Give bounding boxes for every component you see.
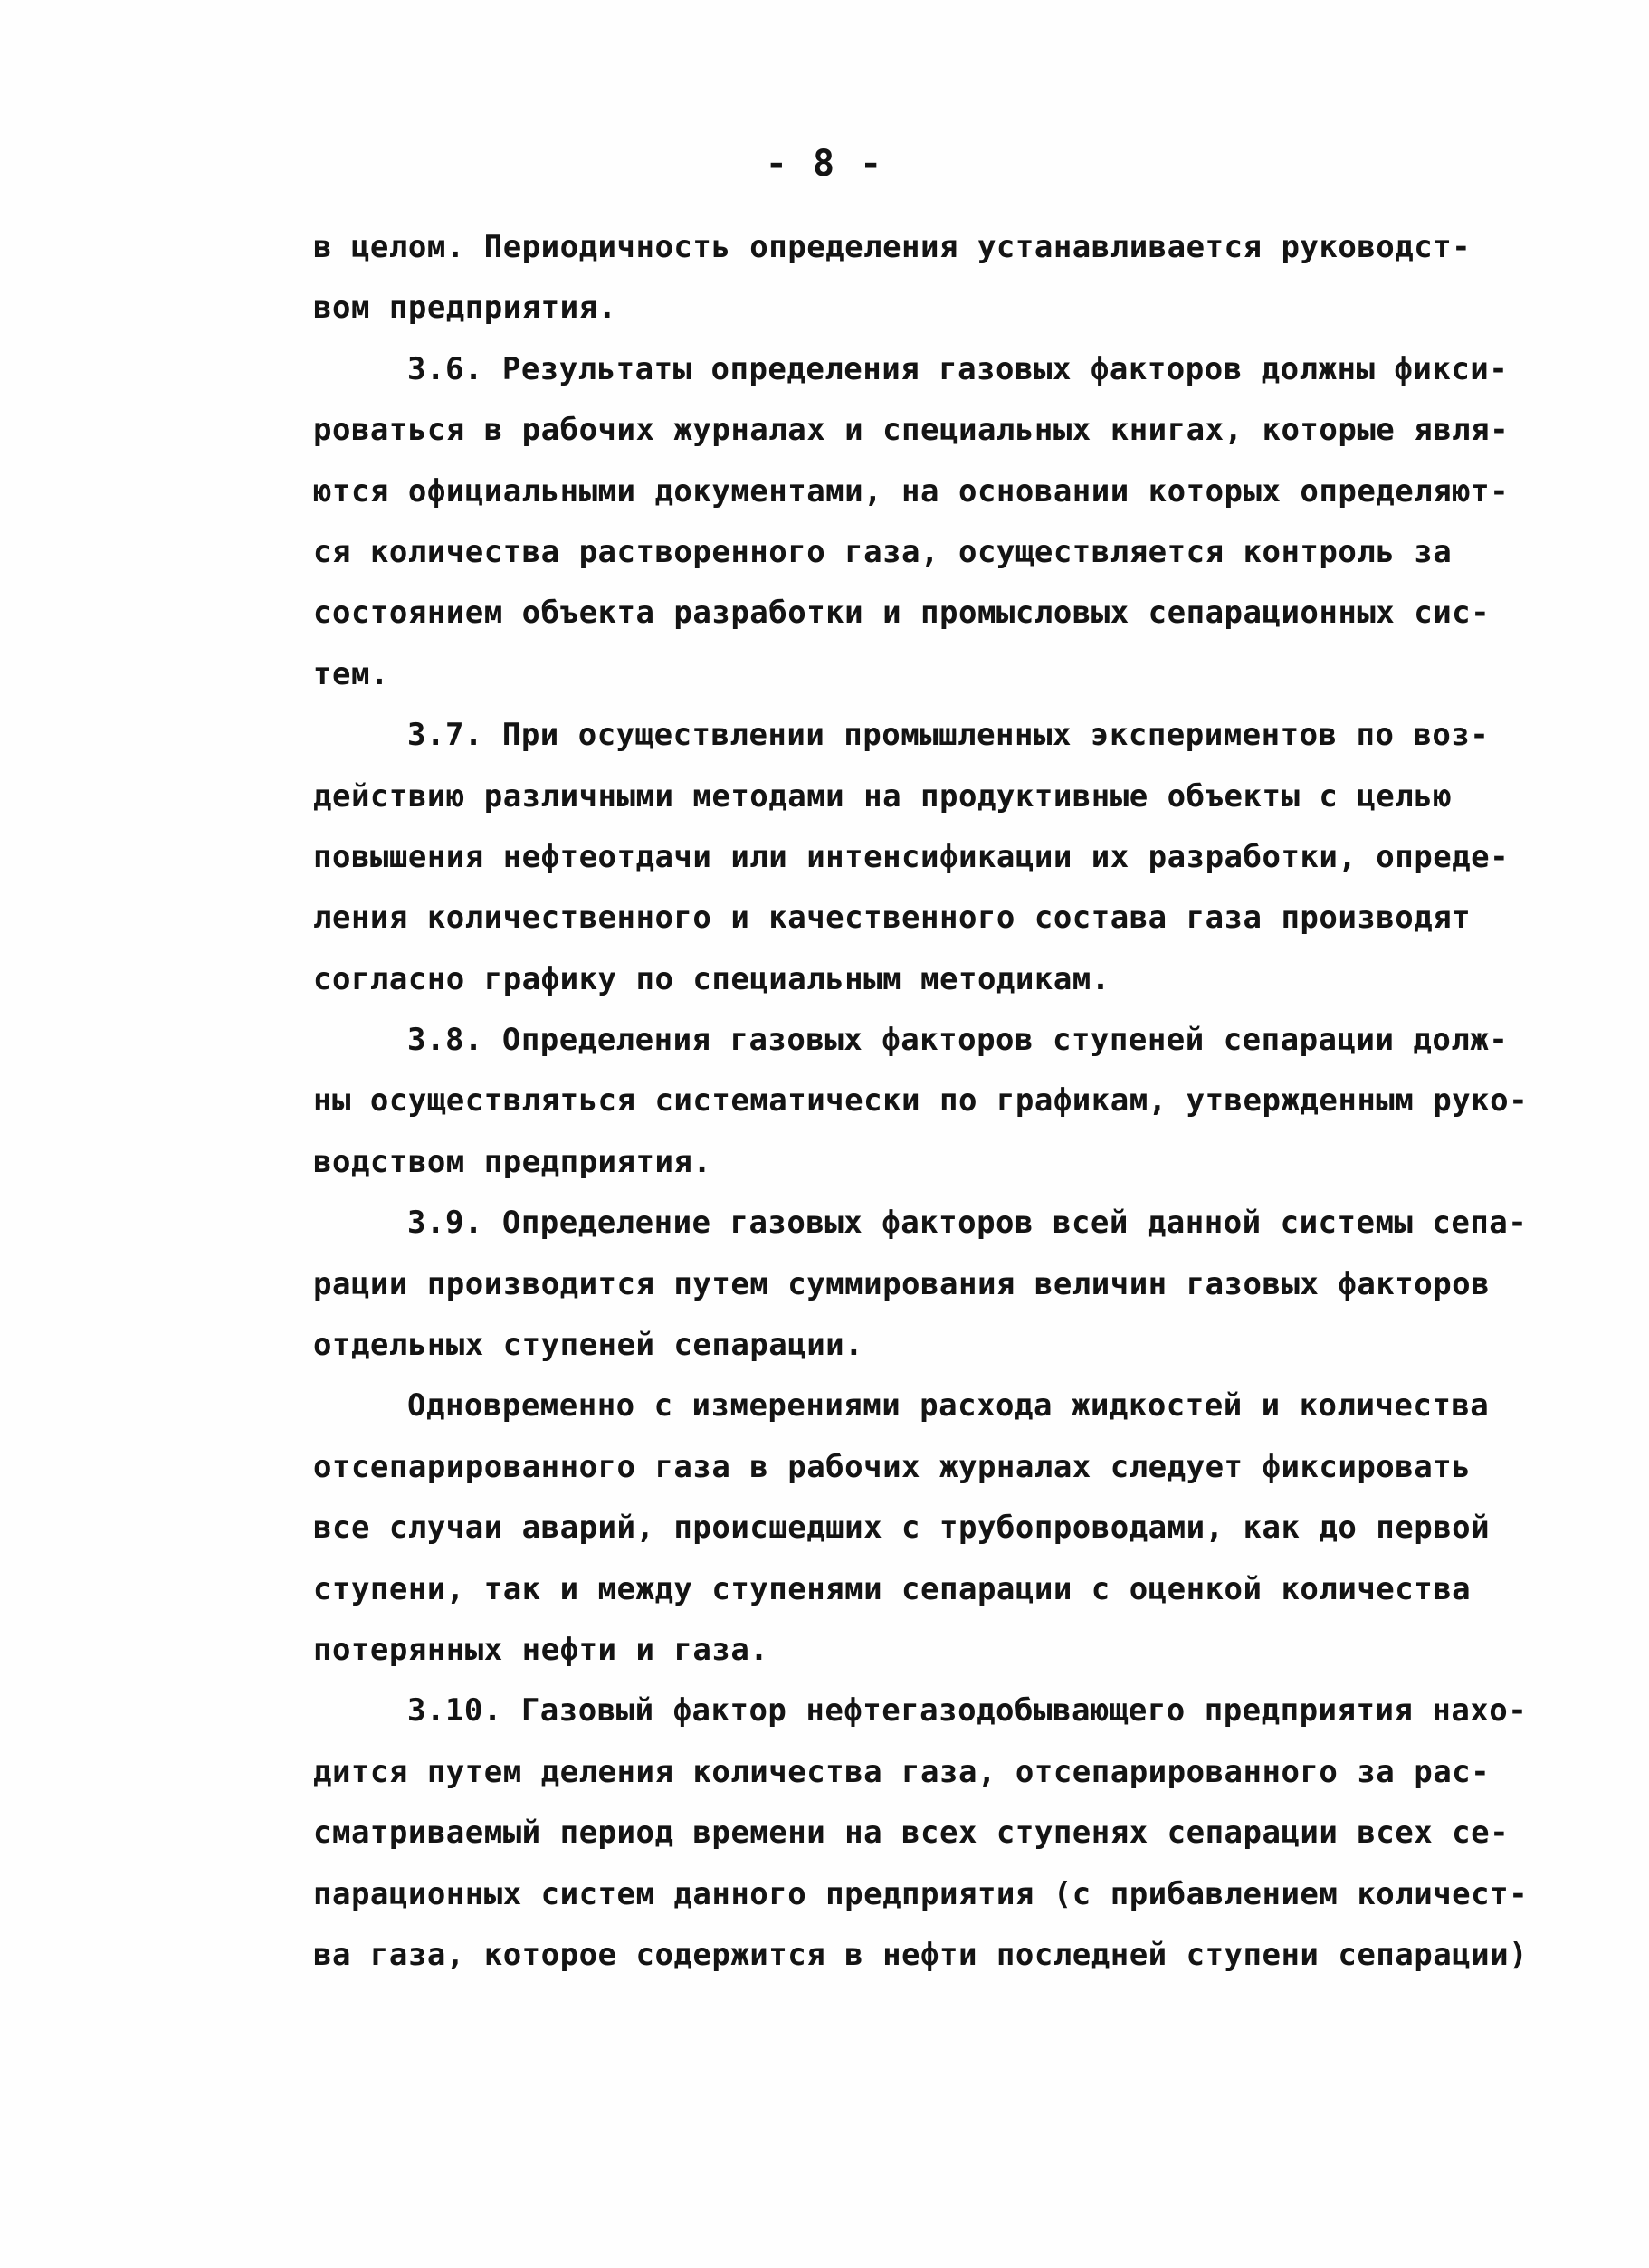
paragraph-3-7-start: 3.7. При осуществлении промышленных экспериментов по воз- [407,717,1490,754]
paragraph-simultaneous-start: Одновременно с измерениями расхода жидкостей и количества [407,1387,1490,1425]
text-line: водством предприятия. [313,1143,712,1180]
text-line: ся количества растворенного газа, осуществляется контроль за [313,533,1453,570]
text-line: отсепарированного газа в рабочих журналах следует фиксировать [313,1448,1472,1485]
text-line: ны осуществляться систематически по графикам, утвержденным руко- [313,1082,1529,1120]
text-line: сматриваемый период времени на всех ступенях сепарации всех се- [313,1815,1510,1852]
page-number: - 8 - [765,143,884,185]
text-line: вом предприятия. [313,290,617,327]
text-line: ления количественного и качественного состава газа производят [313,900,1472,937]
text-line: действию различными методами на продуктивные объекты с целью [313,777,1453,815]
paragraph-3-6-start: 3.6. Результаты определения газовых факторов должны фикси- [407,350,1509,387]
text-line: дится путем деления количества газа, отсепарированного за рас- [313,1753,1491,1790]
text-line: ва газа, которое содержится в нефти последней ступени сепарации) [313,1936,1529,1973]
body-text [313,217,1544,1986]
text-line: отдельных ступеней сепарации. [313,1327,864,1364]
paragraph-3-9-start: 3.9. Определение газовых факторов всей данной системы сепа- [407,1205,1528,1242]
paragraph-3-8-start: 3.8. Определения газовых факторов ступеней сепарации долж- [407,1022,1509,1059]
text-line: ются официальными документами, на основании которых определяют- [313,472,1510,510]
text-line: роваться в рабочих журналах и специальных книгах, которые явля- [313,412,1510,449]
text-line: тем. [313,655,389,692]
text-line: согласно графику по специальным методикам. [313,960,1110,997]
text-line: потерянных нефти и газа. [313,1631,769,1668]
text-line: парационных систем данного предприятия (с прибавлением количест- [313,1875,1529,1912]
text-line: повышения нефтеотдачи или интенсификации их разработки, опреде- [313,838,1510,875]
text-line: рации производится путем суммирования величин газовых факторов [313,1265,1491,1302]
text-line: все случаи аварий, происшедших с трубопроводами, как до первой [313,1510,1491,1547]
text-line: в целом. Периодичность определения устанавливается руководст- [313,229,1472,265]
text-line: состоянием объекта разработки и промысловых сепарационных сис- [313,595,1491,632]
text-line: ступени, так и между ступенями сепарации с оценкой количества [313,1570,1472,1607]
paragraph-3-10-start: 3.10. Газовый фактор нефтегазодобывающего предприятия нахо- [407,1692,1528,1730]
